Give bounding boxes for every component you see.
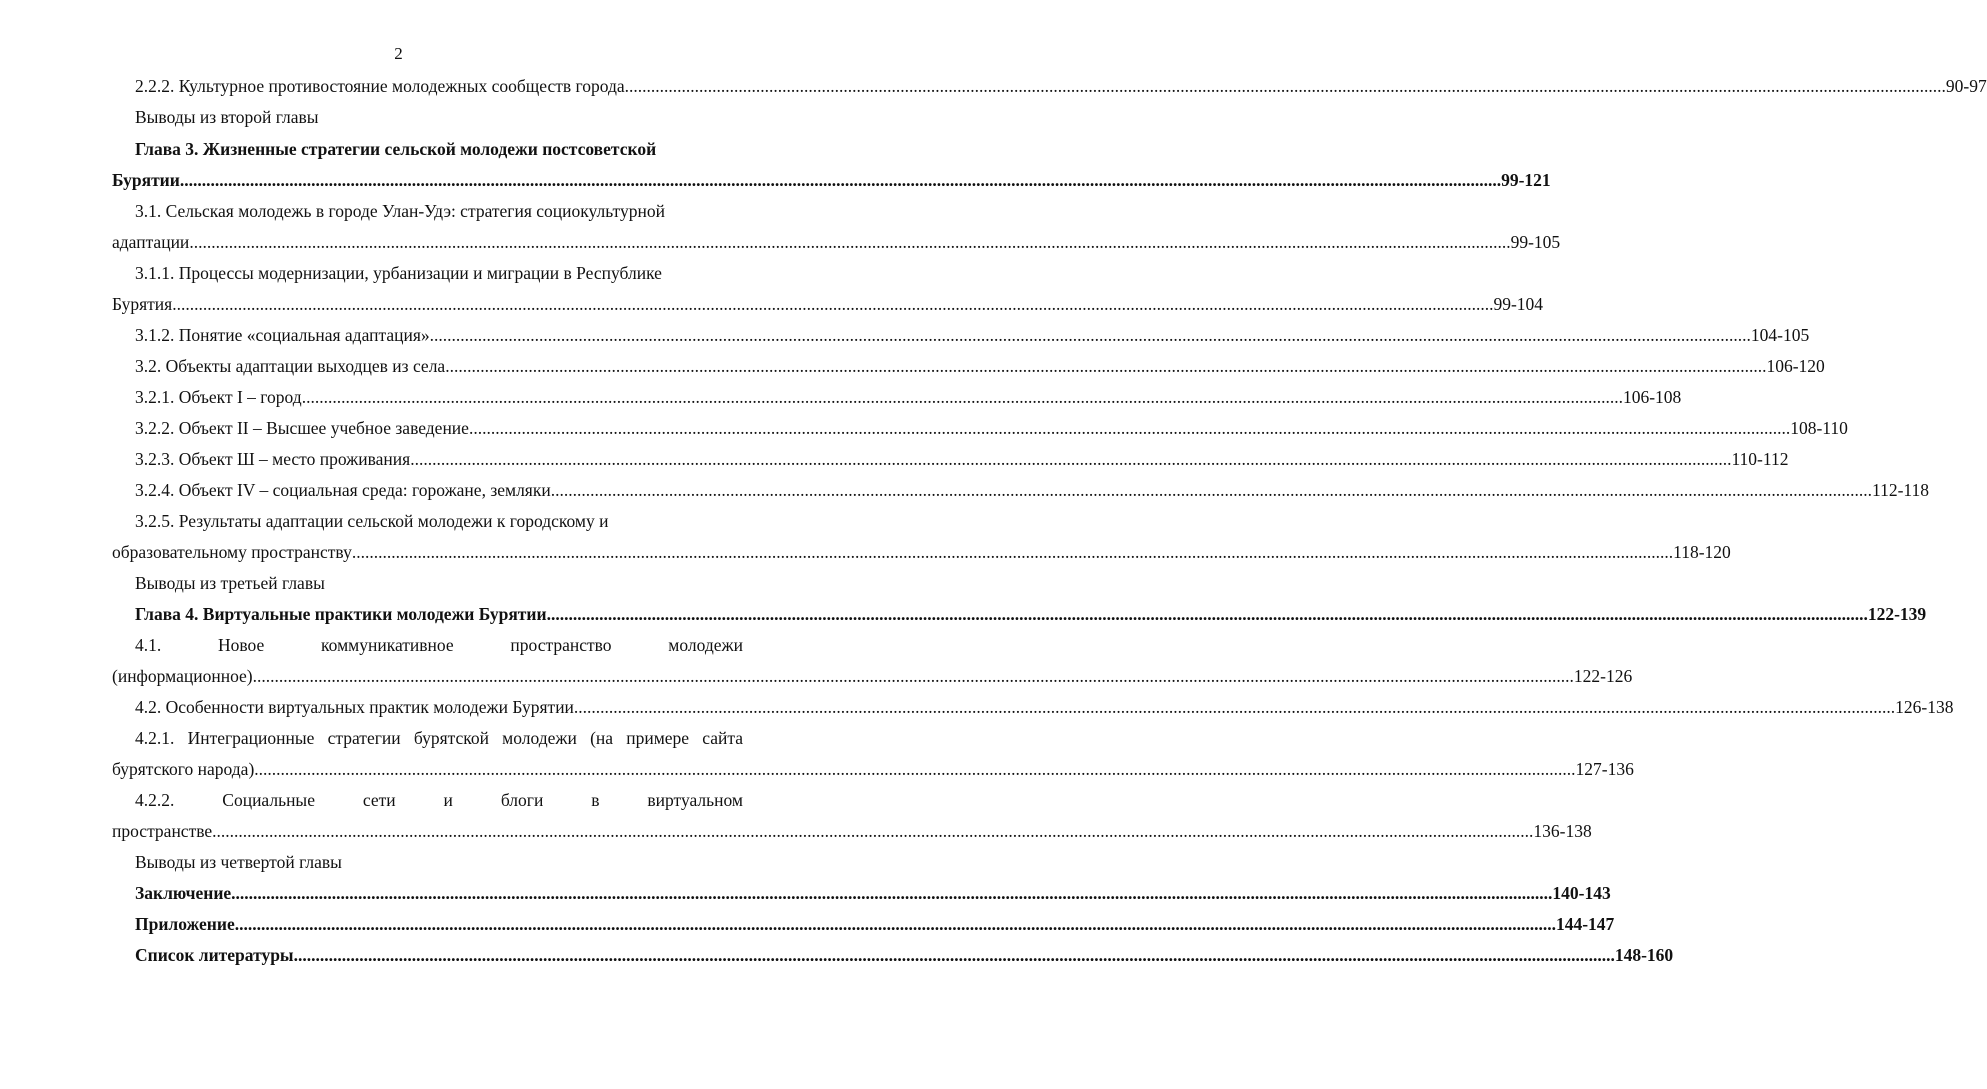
toc-entry-title: 3.1. Сельская молодежь в городе Улан-Удэ: стратегия социокультурной (135, 201, 665, 221)
toc-entry-pages: 108-110 (1790, 418, 1848, 438)
toc-entry-justified (135, 789, 743, 811)
toc-entry-title: Заключение (135, 883, 232, 903)
section-heading-bibliography (135, 944, 1674, 966)
toc-entry (112, 231, 1561, 253)
toc-entry-title: 3.1.2. Понятие «социальная адаптация» (135, 325, 430, 345)
toc-entry (135, 448, 1789, 470)
toc-entry-title: 3.1.1. Процессы модернизации, урбанизации и миграции в Республике (135, 263, 662, 283)
toc-entry-title: Список литературы (135, 945, 294, 965)
toc-entry-title: Выводы из второй главы (135, 107, 319, 127)
toc-word: в (591, 790, 600, 810)
toc-entry-title: 3.2.2. Объект II – Высшее учебное заведение (135, 418, 469, 438)
toc-entry (112, 665, 1633, 687)
toc-leader-dots: .............................................................................................................................................................................................................................................................................................................. (351, 542, 1674, 562)
toc-entry-justified (135, 634, 743, 656)
toc-entry-title: Бурятии (112, 170, 180, 190)
toc-entry (112, 541, 1731, 563)
toc-entry (112, 758, 1634, 780)
toc-entry-title: 3.2.5. Результаты адаптации сельской молодежи к городскому и (135, 511, 609, 531)
chapter-heading (135, 603, 1927, 625)
toc-entry-pages: 90-97 (1945, 76, 1987, 96)
toc-leader-dots: .............................................................................................................................................................................................................................................................................................................. (468, 418, 1791, 438)
toc-entry-pages: 104-105 (1750, 325, 1810, 345)
toc-entry-pages: 148-160 (1614, 945, 1674, 965)
toc-entry (135, 200, 665, 222)
toc-entry-pages: 122-126 (1573, 666, 1633, 686)
toc-entry-pages: 110-112 (1731, 449, 1789, 469)
toc-word: сайта (702, 728, 743, 748)
toc-word: молодежи (502, 728, 577, 748)
page-number: 2 (394, 44, 403, 63)
chapter-heading (135, 138, 656, 160)
toc-leader-dots: .............................................................................................................................................................................................................................................................................................................. (546, 604, 1868, 624)
toc-entry-title: Глава 3. Жизненные стратегии сельской молодежи постсоветской (135, 139, 657, 159)
toc-entry-title: 3.2.1. Объект I – город (135, 387, 302, 407)
toc-entry-title: 3.2. Объекты адаптации выходцев из села (135, 356, 446, 376)
toc-leader-dots: .............................................................................................................................................................................................................................................................................................................. (550, 480, 1872, 500)
toc-leader-dots: .............................................................................................................................................................................................................................................................................................................. (231, 883, 1553, 903)
toc-entry-pages: 140-143 (1552, 883, 1611, 903)
toc-leader-dots: .............................................................................................................................................................................................................................................................................................................. (179, 170, 1502, 190)
toc-word: 4.1. (135, 635, 162, 655)
toc-entry (135, 262, 662, 284)
toc-leader-dots: .............................................................................................................................................................................................................................................................................................................. (172, 294, 1494, 314)
toc-word: Интеграционные (187, 728, 315, 748)
chapter-heading (112, 169, 1551, 191)
toc-entry (135, 386, 1682, 408)
toc-entry (135, 510, 608, 532)
toc-entry-title: (информационное) (112, 666, 253, 686)
toc-entry-title: Бурятия (112, 294, 173, 314)
toc-entry-title: Приложение (135, 914, 235, 934)
toc-entry (135, 417, 1848, 439)
toc-leader-dots: .............................................................................................................................................................................................................................................................................................................. (410, 449, 1732, 469)
toc-entry-title: образовательному пространству (112, 542, 352, 562)
toc-word: пространство (510, 635, 612, 655)
toc-entry (112, 820, 1592, 842)
toc-entry-pages: 127-136 (1575, 759, 1634, 779)
toc-entry (112, 293, 1544, 315)
toc-entry (135, 75, 1987, 97)
toc-word: Социальные (222, 790, 315, 810)
toc-leader-dots: .............................................................................................................................................................................................................................................................................................................. (429, 325, 1751, 345)
toc-leader-dots: .............................................................................................................................................................................................................................................................................................................. (624, 76, 1946, 96)
toc-entry-justified (135, 727, 743, 749)
section-heading-appendix (135, 913, 1615, 935)
toc-entry-pages: 106-120 (1766, 356, 1825, 376)
toc-entry (135, 106, 319, 128)
toc-entry (135, 479, 1930, 501)
toc-entry (135, 324, 1810, 346)
toc-leader-dots: .............................................................................................................................................................................................................................................................................................................. (252, 666, 1574, 686)
toc-word: сети (362, 790, 396, 810)
toc-entry-pages: 99-104 (1493, 294, 1544, 314)
toc-entry-title: 3.2.3. Объект Ш – место проживания (135, 449, 411, 469)
toc-entry-pages: 122-139 (1867, 604, 1927, 624)
toc-word: виртуальном (647, 790, 743, 810)
toc-entry-title: 3.2.4. Объект IV – социальная среда: горожане, земляки (135, 480, 551, 500)
toc-word: Новое (218, 635, 265, 655)
toc-word: блоги (500, 790, 544, 810)
toc-entry-pages: 99-105 (1510, 232, 1561, 252)
toc-entry-title: Выводы из четвертой главы (135, 852, 342, 872)
toc-entry-title: адаптации (112, 232, 190, 252)
toc-entry (135, 355, 1825, 377)
toc-leader-dots: .............................................................................................................................................................................................................................................................................................................. (293, 945, 1615, 965)
toc-leader-dots: .............................................................................................................................................................................................................................................................................................................. (189, 232, 1511, 252)
toc-word: (на (590, 728, 614, 748)
toc-entry-pages: 136-138 (1533, 821, 1592, 841)
toc-word: коммуникативное (321, 635, 454, 655)
toc-leader-dots: .............................................................................................................................................................................................................................................................................................................. (573, 697, 1896, 717)
toc-entry-pages: 106-108 (1622, 387, 1682, 407)
toc-entry-title: пространстве (112, 821, 213, 841)
toc-leader-dots: .............................................................................................................................................................................................................................................................................................................. (254, 759, 1576, 779)
toc-leader-dots: .............................................................................................................................................................................................................................................................................................................. (234, 914, 1556, 934)
toc-leader-dots: .............................................................................................................................................................................................................................................................................................................. (445, 356, 1767, 376)
toc-leader-dots: .............................................................................................................................................................................................................................................................................................................. (212, 821, 1534, 841)
toc-word: 4.2.1. (135, 728, 175, 748)
toc-word: 4.2.2. (135, 790, 175, 810)
toc-entry-pages: 126-138 (1895, 697, 1954, 717)
toc-entry-title: 2.2.2. Культурное противостояние молодежных сообществ города (135, 76, 625, 96)
toc-entry-title: Выводы из третьей главы (135, 573, 325, 593)
toc-entry-pages: 144-147 (1555, 914, 1615, 934)
toc-word: бурятской (413, 728, 489, 748)
toc-entry-pages: 118-120 (1673, 542, 1731, 562)
toc-entry (135, 851, 342, 873)
toc-entry (135, 696, 1954, 718)
section-heading-conclusion (135, 882, 1611, 904)
toc-word: примере (626, 728, 690, 748)
toc-entry-title: Глава 4. Виртуальные практики молодежи Бурятии (135, 604, 547, 624)
toc-entry-title: 4.2. Особенности виртуальных практик молодежи Бурятии (135, 697, 574, 717)
toc-entry-title: бурятского народа) (112, 759, 255, 779)
toc-entry-pages: 112-118 (1871, 480, 1930, 500)
toc-word: молодежи (668, 635, 743, 655)
toc-entry-pages: 99-121 (1501, 170, 1551, 190)
toc-word: стратегии (327, 728, 401, 748)
toc-entry (135, 572, 325, 594)
toc-word: и (443, 790, 453, 810)
toc-leader-dots: .............................................................................................................................................................................................................................................................................................................. (301, 387, 1623, 407)
